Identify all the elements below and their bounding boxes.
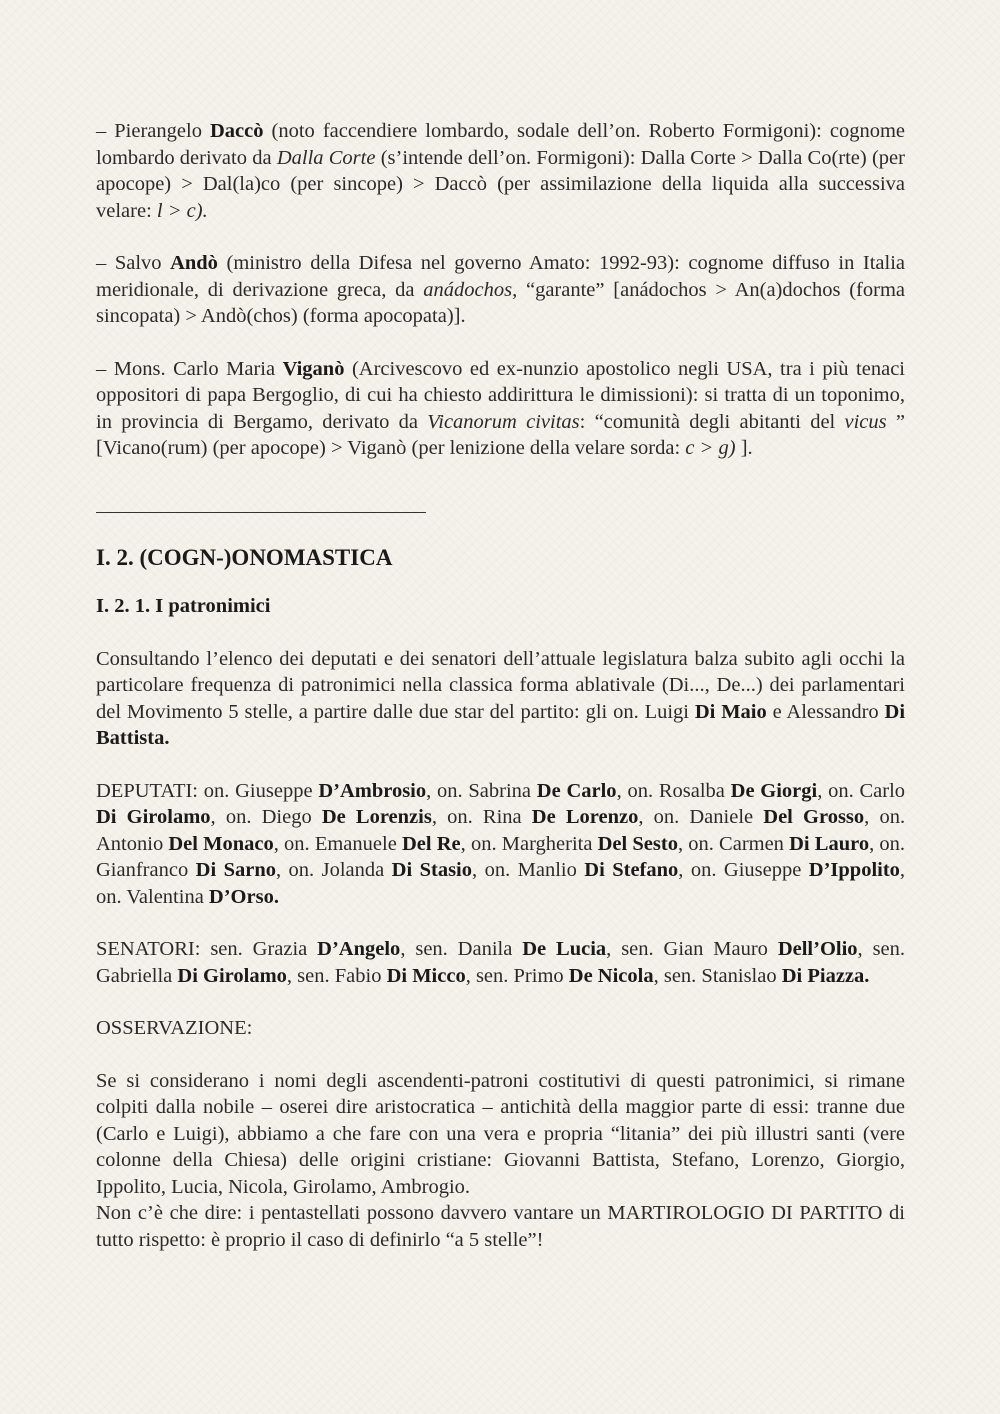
member-separator: , bbox=[864, 806, 880, 828]
member-separator: , bbox=[460, 832, 471, 855]
entry-text: (Arcivescovo ed ex-nunzio apostolico negli USA, tra i più tenaci oppositori di papa Bergoglio, di cui ha chiesto addirittura le dimissioni): si tratta di un toponimo, in provincia di Bergamo, derivato da bbox=[96, 357, 905, 433]
entry-prefix: – Salvo bbox=[96, 252, 171, 274]
member-title: sen. Danila bbox=[415, 938, 523, 960]
member-surname: Del Monaco bbox=[168, 832, 274, 855]
member-surname: Di Girolamo bbox=[177, 964, 287, 987]
member-title: on. Diego bbox=[225, 806, 322, 828]
member-separator: , bbox=[472, 859, 485, 881]
member-separator: , bbox=[273, 832, 285, 855]
osservazione-paragraph: Se si considerano i nomi degli ascendenti-patroni costitutivi di questi patronimici, si rimane colpiti dalla nobile – oserei dire aristocratica – antichità della maggior parte di essi: tranne due (Carlo e Luigi), abbiamo a che fare con una vera e propria “litania” dei più illustri santi (vere colonne della Chiesa) delle origini cristiane: Giovanni Battista, Stefano, Lorenzo, Giorgio, Ippolito, Lucia, Nicola, Girolamo, Ambrogio. bbox=[96, 1069, 905, 1198]
intro-paragraph bbox=[96, 646, 905, 752]
member-title: on. Manlio bbox=[484, 859, 585, 881]
member-surname: Di Lauro bbox=[789, 832, 870, 855]
member-title: sen. Stanislao bbox=[663, 964, 782, 987]
member-separator: , bbox=[286, 964, 298, 987]
member-surname: Di Piazza. bbox=[781, 964, 870, 987]
member-separator: , bbox=[677, 832, 689, 855]
member-title: sen. Primo bbox=[475, 964, 569, 987]
member-title: sen. Gian Mauro bbox=[621, 938, 778, 960]
entry-text: ]. bbox=[735, 437, 753, 459]
member-surname: Di Stasio bbox=[391, 859, 473, 881]
member-title: sen. Grazia bbox=[210, 938, 318, 960]
entry-vigano bbox=[96, 356, 905, 462]
entry-italic: Dalla Corte bbox=[276, 146, 376, 169]
member-title: on. Carmen bbox=[688, 832, 790, 855]
member-surname: Dell’Olio bbox=[777, 938, 858, 960]
osservazione-conclusion: Non c’è che dire: i pentastellati possono davvero vantare un MARTIROLOGIO DI PARTITO di tutto rispetto: è proprio il caso di definirlo “a 5 stelle”! bbox=[96, 1202, 905, 1251]
member-separator: , bbox=[653, 964, 664, 987]
member-separator: , bbox=[869, 832, 880, 855]
member-surname: Del Re bbox=[401, 832, 461, 855]
entry-text: “garante” [anádochos > An(a)dochos (forma sincopata) > Andò(chos) (forma apocopata)]. bbox=[96, 278, 905, 327]
member-title: on. Emanuele bbox=[284, 832, 402, 855]
member-surname: D’Ambrosio bbox=[318, 779, 427, 802]
member-surname: D’Ippolito bbox=[808, 859, 900, 881]
senatori-label: SENATORI: bbox=[96, 938, 211, 960]
member-title: sen. Gabriella bbox=[96, 938, 906, 987]
member-separator: , bbox=[606, 938, 622, 960]
entry-prefix: – Mons. Carlo Maria bbox=[96, 357, 283, 380]
entry-text: ” [Vicano(rum) (per apocope) > Viganò (per lenizione della velare sorda: bbox=[96, 410, 905, 459]
member-surname: Di Girolamo bbox=[96, 806, 211, 828]
member-title: on. Valentina bbox=[96, 885, 209, 908]
member-surname: Del Grosso bbox=[763, 806, 865, 828]
member-title: on. Gianfranco bbox=[96, 832, 906, 881]
surname-di-maio: Di Maio bbox=[694, 700, 767, 723]
member-surname: De Lucia bbox=[522, 938, 607, 960]
entry-italic: Vicanorum civitas bbox=[427, 410, 580, 433]
member-surname: De Carlo bbox=[536, 779, 617, 802]
surname-dacco: Daccò bbox=[209, 120, 264, 142]
entry-ando bbox=[96, 250, 905, 330]
member-title: on. Giuseppe bbox=[690, 859, 809, 881]
member-surname: D’Orso. bbox=[208, 885, 279, 908]
intro-text: Consultando l’elenco dei deputati e dei senatori dell’attuale legislatura balza subito agli occhi la particolare frequenza di patronimici nella classica forma ablativale (Di..., De...) dei parlamentari del Movimento 5 stelle, a partire dalle due star del partito: gli on. Luigi bbox=[96, 647, 905, 723]
member-surname: De Nicola bbox=[568, 964, 654, 987]
member-surname: Di Micco bbox=[386, 964, 466, 987]
member-surname: Di Stefano bbox=[584, 859, 679, 881]
member-title: on. Giuseppe bbox=[203, 779, 319, 802]
entry-text: (ministro della Difesa nel governo Amato: 1992-93): cognome diffuso in Italia meridionale, di derivazione greca, da bbox=[96, 252, 905, 301]
member-separator: , bbox=[210, 806, 226, 828]
member-separator: , bbox=[426, 779, 438, 802]
member-title: on. Rosalba bbox=[627, 779, 731, 802]
member-surname: D’Angelo bbox=[317, 938, 401, 960]
entry-italic: vicus bbox=[844, 410, 887, 433]
member-separator: , bbox=[400, 938, 416, 960]
member-separator: , bbox=[817, 779, 829, 802]
entry-italic: c > g) bbox=[685, 437, 736, 459]
surname-di-battista: Di Battista. bbox=[96, 700, 906, 749]
entry-prefix: – Pierangelo bbox=[96, 120, 210, 142]
intro-text: e Alessandro bbox=[766, 700, 885, 723]
member-title: sen. Fabio bbox=[297, 964, 387, 987]
member-surname: De Giorgi bbox=[730, 779, 818, 802]
entry-dacco bbox=[96, 118, 905, 224]
member-separator: , bbox=[678, 859, 691, 881]
member-separator: , bbox=[275, 859, 289, 881]
member-separator: , bbox=[616, 779, 628, 802]
surname-vigano: Viganò bbox=[282, 357, 345, 380]
deputati-list bbox=[96, 778, 905, 911]
senatori-list bbox=[96, 936, 905, 989]
entry-italic: anádochos, bbox=[423, 278, 518, 301]
member-title: on. Jolanda bbox=[288, 859, 392, 881]
subsection-title: I. 2. 1. I patronimici bbox=[96, 594, 271, 617]
member-separator: , bbox=[431, 806, 448, 828]
member-title: on. Margherita bbox=[470, 832, 598, 855]
entry-text: (s’intende dell’on. Formigoni): Dalla Corte > Dalla Co(rte) (per apocope) > Dal(la)co (per sincope) > Daccò (per assimilazione della liquida alla successiva velare: bbox=[96, 146, 905, 222]
member-separator: , bbox=[857, 938, 873, 960]
entry-italic: l > c). bbox=[156, 199, 208, 222]
member-separator: , bbox=[638, 806, 654, 828]
member-title: on. Sabrina bbox=[437, 779, 537, 802]
member-surname: Del Sesto bbox=[597, 832, 678, 855]
member-title: on. Antonio bbox=[96, 806, 906, 855]
member-separator: , bbox=[465, 964, 476, 987]
member-surname: Di Sarno bbox=[195, 859, 276, 881]
member-surname: De Lorenzo bbox=[531, 806, 639, 828]
section-title: I. 2. (COGN-)ONOMASTICA bbox=[96, 544, 393, 570]
member-separator: , bbox=[899, 859, 906, 881]
member-surname: De Lorenzis bbox=[321, 806, 432, 828]
entry-text: : “comunità degli abitanti del bbox=[579, 410, 845, 433]
page-content bbox=[96, 118, 905, 1253]
entry-text: (noto faccendiere lombardo, sodale dell’on. Roberto Formigoni): cognome lombardo derivato da bbox=[96, 120, 905, 169]
member-title: on. Rina bbox=[447, 806, 532, 828]
member-title: on. Carlo bbox=[828, 779, 906, 802]
member-title: on. Daniele bbox=[653, 806, 764, 828]
deputati-label: DEPUTATI: bbox=[96, 779, 204, 802]
osservazione-label: OSSERVAZIONE: bbox=[96, 1017, 253, 1039]
surname-ando: Andò bbox=[170, 252, 218, 274]
